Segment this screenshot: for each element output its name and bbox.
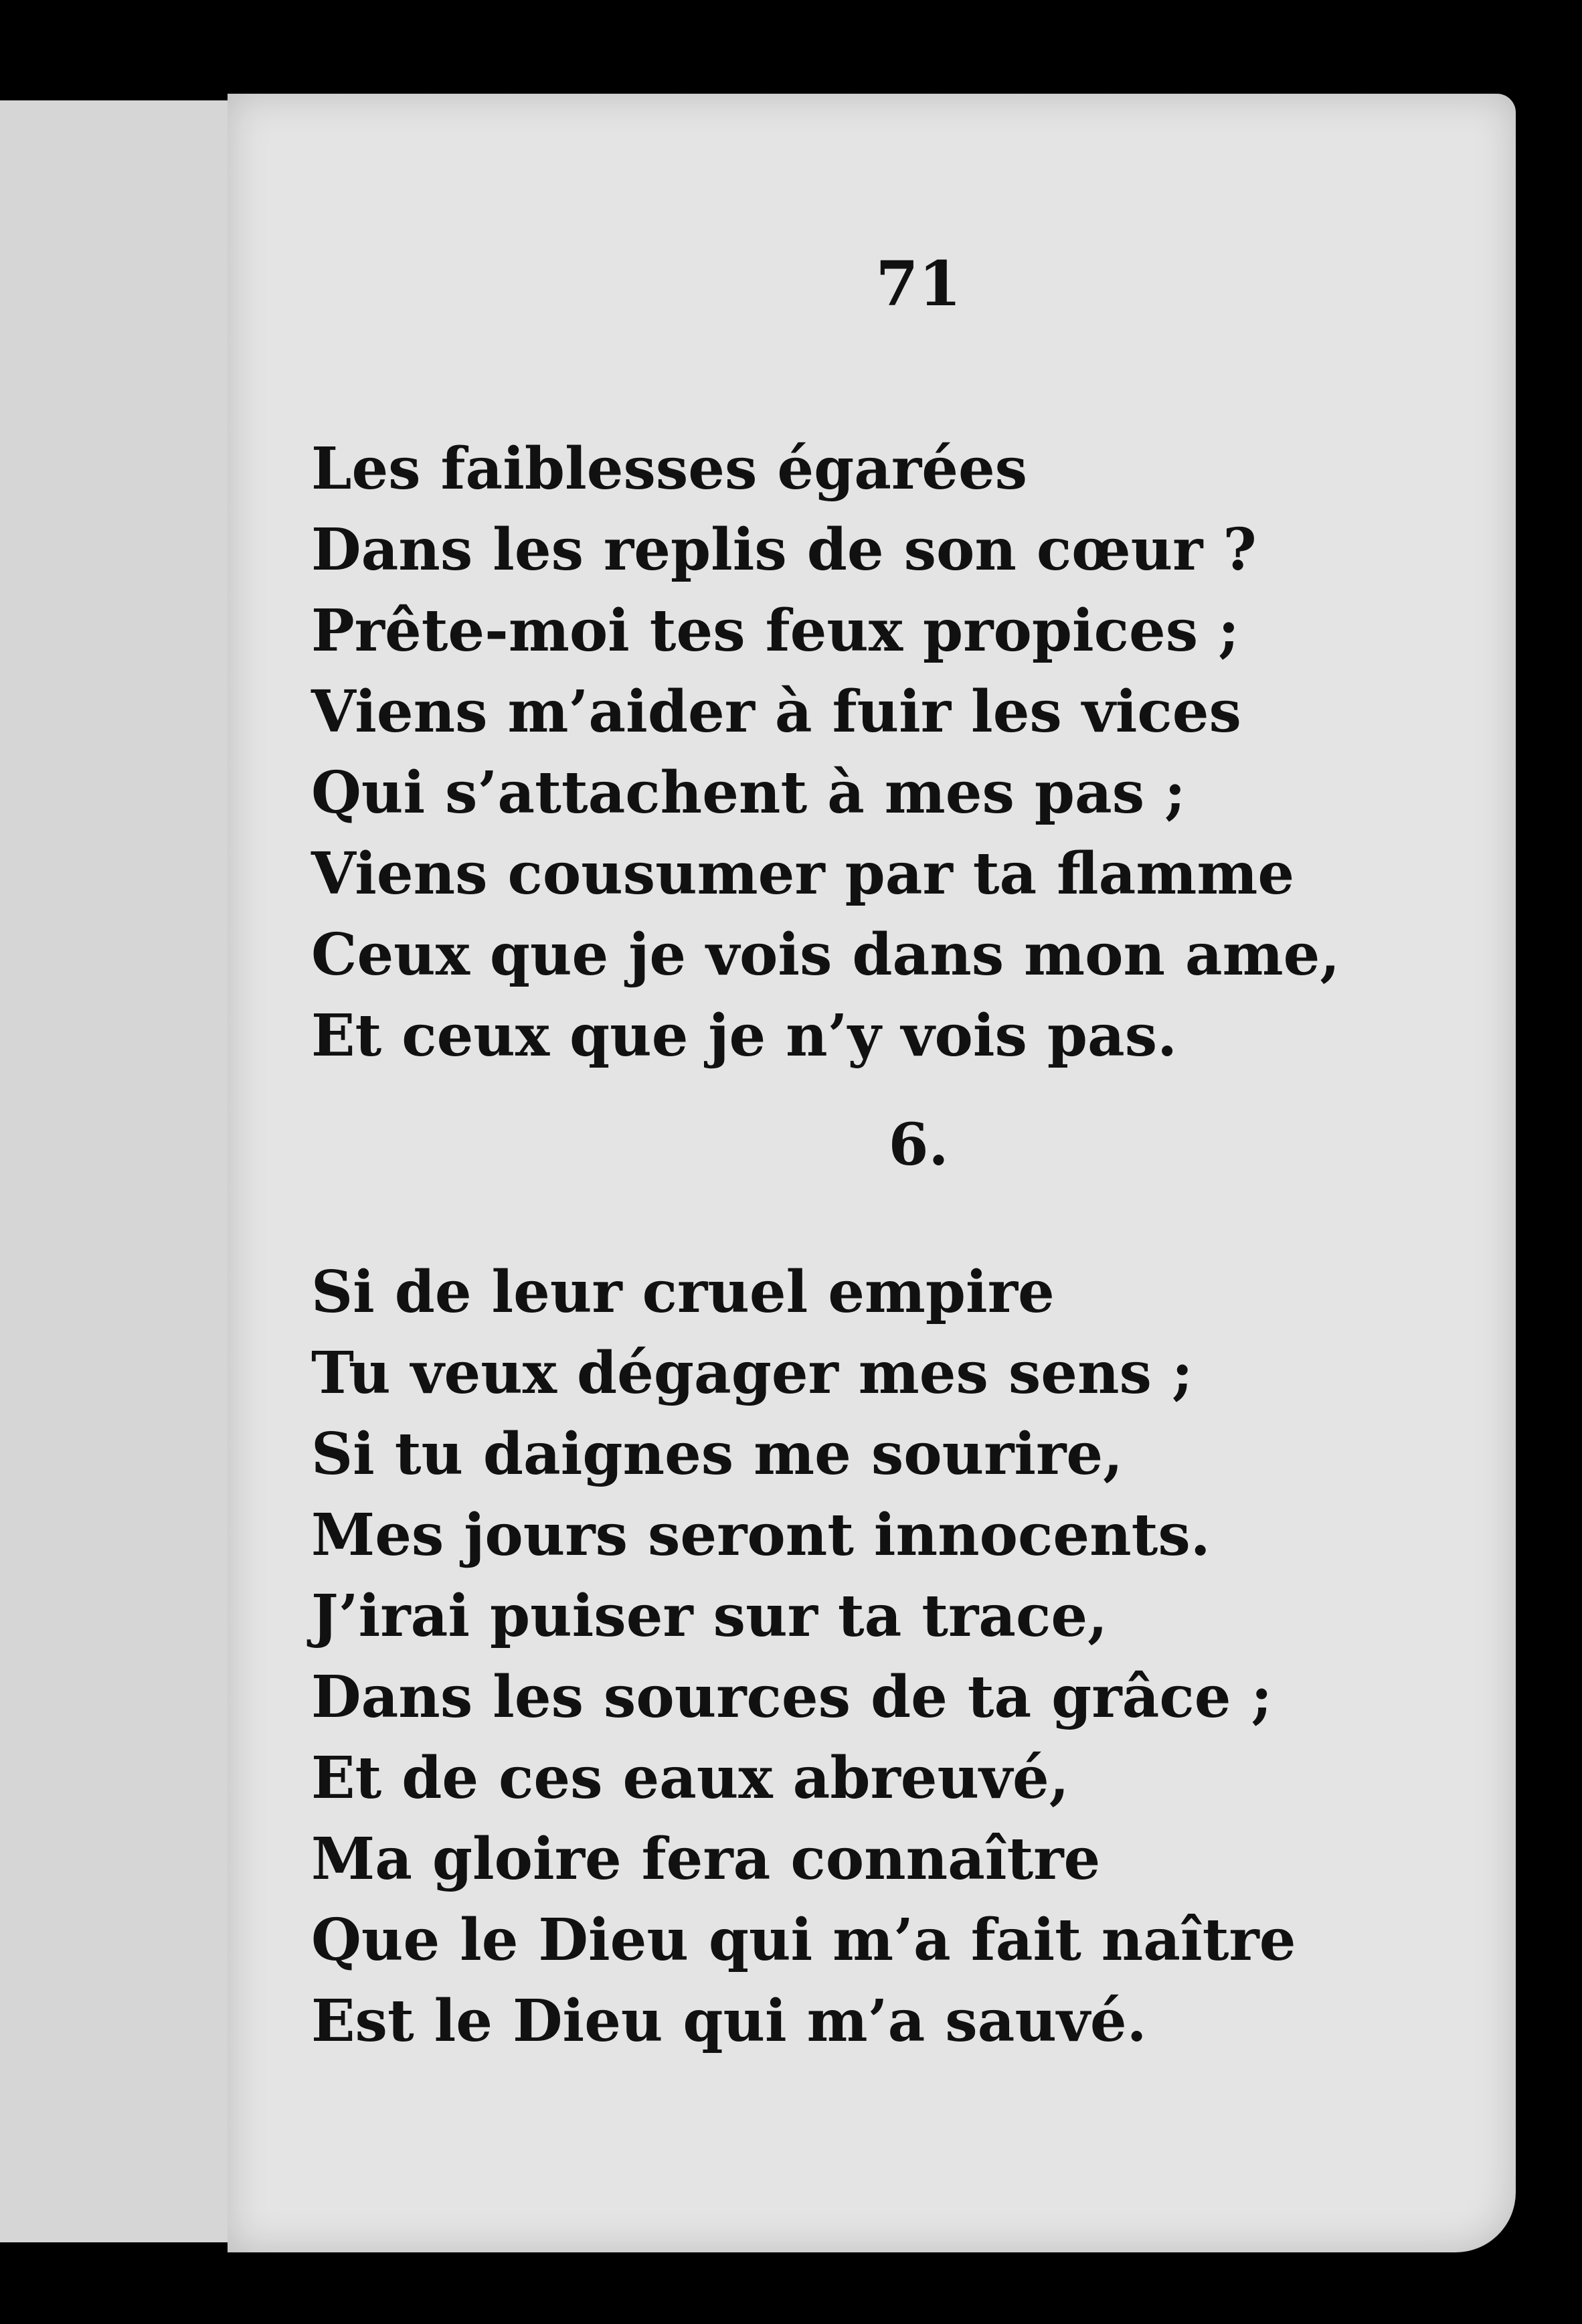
verse-line: J’irai puiser sur ta trace, — [311, 1582, 1108, 1650]
verse-line: Prête-moi tes feux propices ; — [311, 597, 1239, 665]
verse-line: Viens cousumer par ta flamme — [311, 840, 1295, 908]
verse-line: Les faiblesses égarées — [311, 435, 1028, 503]
adjacent-page-edge — [0, 100, 241, 2242]
verse-line: Qui s’attachent à mes pas ; — [311, 759, 1186, 827]
stanza-2 — [311, 1252, 1296, 2062]
verse-line: Mes jours seront innocents. — [311, 1501, 1211, 1569]
verse-line: Viens m’aider à fuir les vices — [311, 678, 1241, 746]
stanza-1 — [311, 428, 1340, 1076]
verse-line: Ceux que je vois dans mon ame, — [311, 921, 1340, 989]
verse-line: Si tu daignes me sourire, — [311, 1420, 1124, 1488]
verse-line: Que le Dieu qui m’a fait naître — [311, 1906, 1296, 1974]
verse-line: Est le Dieu qui m’a sauvé. — [311, 1987, 1147, 2055]
book-page — [228, 94, 1516, 2252]
verse-line: Tu veux dégager mes sens ; — [311, 1339, 1193, 1407]
verse-line: Dans les sources de ta grâce ; — [311, 1663, 1273, 1731]
stanza-number: 6. — [888, 1111, 949, 1179]
verse-line: Et ceux que je n’y vois pas. — [311, 1002, 1178, 1070]
verse-line: Si de leur cruel empire — [311, 1258, 1055, 1326]
verse-line: Ma gloire fera connaître — [311, 1825, 1101, 1893]
verse-line: Et de ces eaux abreuvé, — [311, 1744, 1069, 1812]
verse-line: Dans les replis de son cœur ? — [311, 516, 1257, 584]
page-number: 71 — [875, 248, 962, 320]
